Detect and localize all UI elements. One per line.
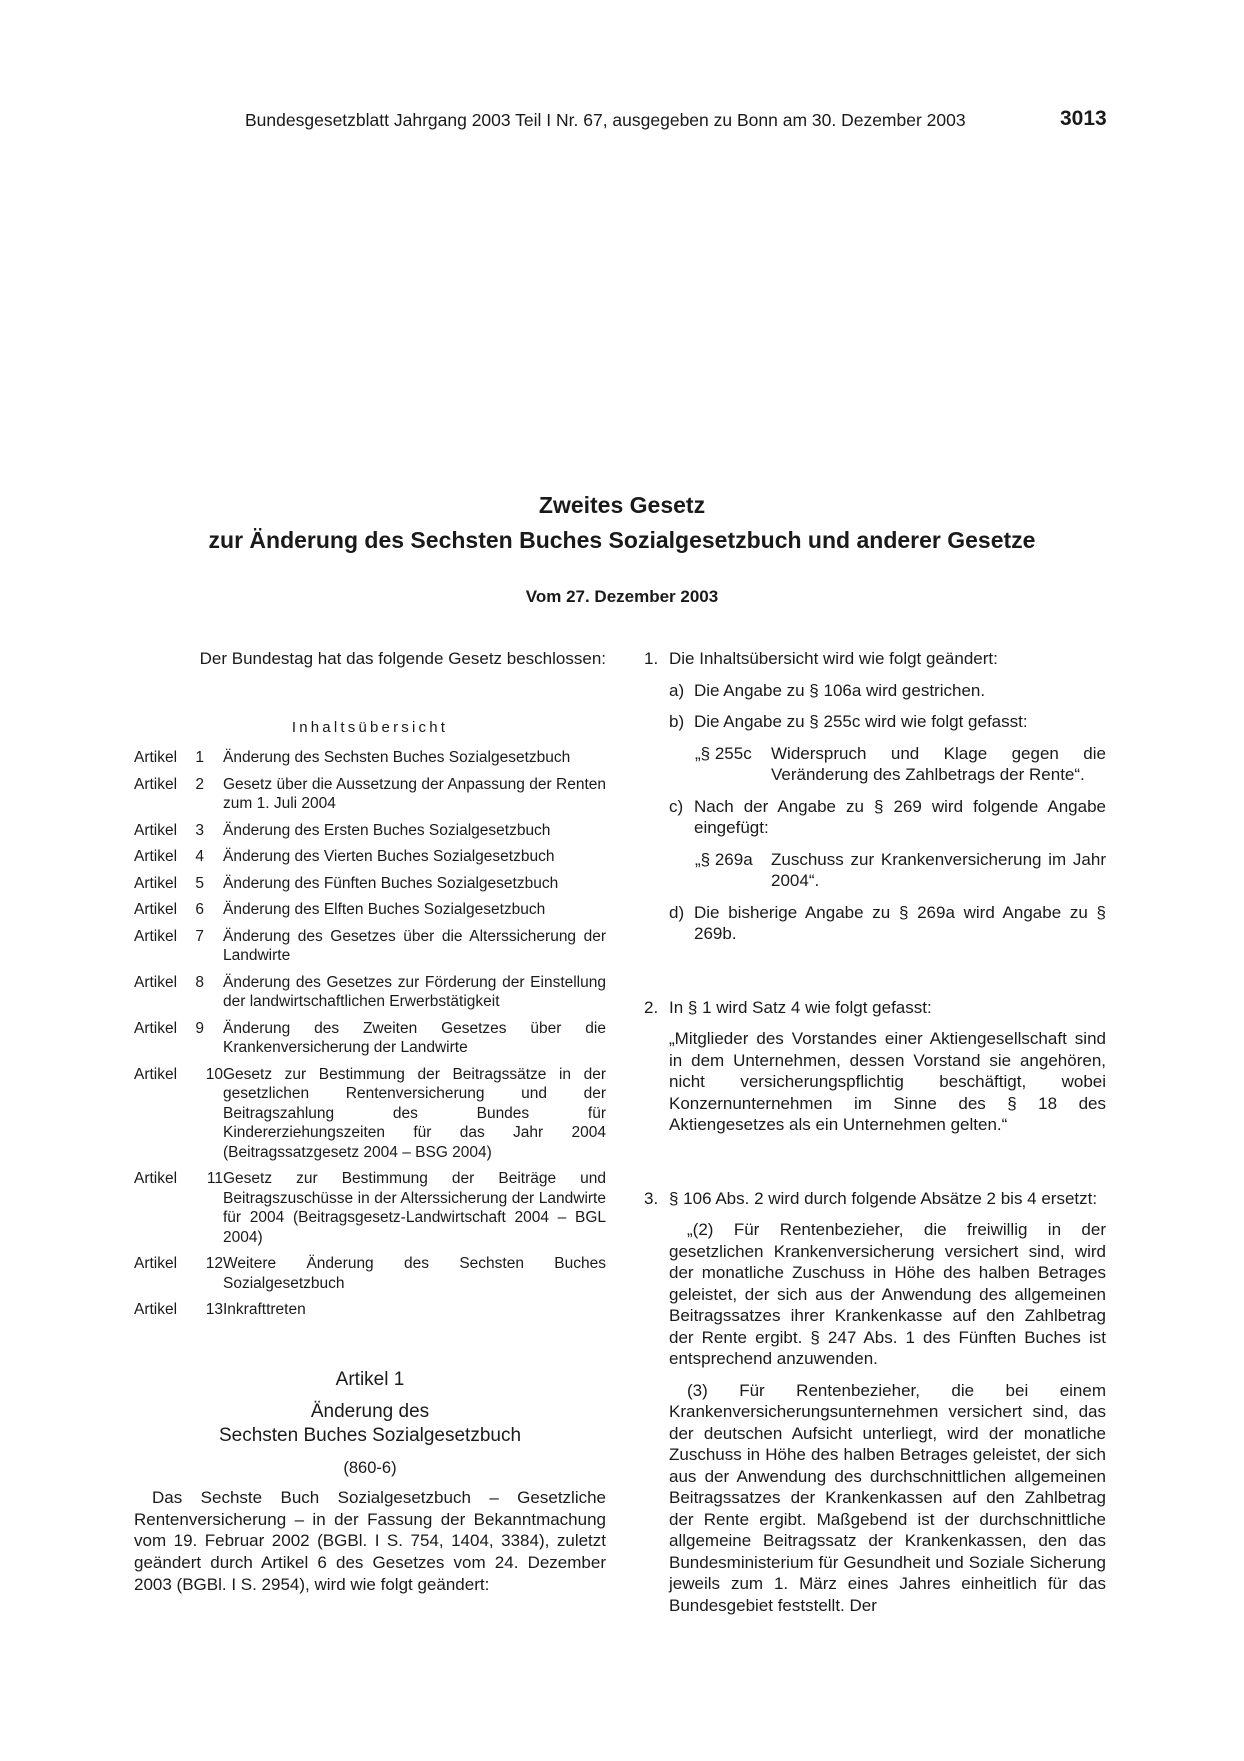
law-title-line1: Zweites Gesetz: [538, 492, 706, 518]
toc-article-number: 5: [195, 874, 204, 892]
sub-item-letter: c): [669, 796, 684, 816]
toc-article-number: 7: [195, 927, 204, 945]
sub-item-a: [669, 680, 1106, 702]
toc-entry-text: Änderung des Gesetzes über die Alterssicherung der Landwirte: [223, 927, 606, 964]
toc-entry-text: Änderung des Zweiten Gesetzes über die Krankenversicherung der Landwirte: [223, 1019, 606, 1056]
sub-item-c: [669, 796, 1106, 839]
sub-item-text: Nach der Angabe zu § 269 wird folgende Angabe eingefügt:: [694, 796, 1106, 837]
quoted-section: „§ 255c: [695, 743, 752, 763]
article1-reference: (860-6): [343, 1458, 397, 1477]
sub-item-d: [669, 902, 1106, 945]
toc-article-word: Artikel: [134, 1301, 178, 1318]
toc-article-word: Artikel: [134, 1170, 178, 1187]
item-text: Die Inhaltsübersicht wird wie folgt geändert:: [669, 649, 998, 668]
toc-entry: [134, 1254, 606, 1293]
article1-title: [134, 1400, 606, 1448]
toc-article-number: 1: [195, 749, 204, 766]
item-number: 2.: [644, 997, 659, 1017]
law-title-line2: zur Änderung des Sechsten Buches Sozialgesetzbuch und anderer Gesetze: [208, 527, 1036, 553]
sub-item-letter: a): [669, 680, 685, 700]
toc-entry: [134, 748, 606, 768]
running-head: Bundesgesetzblatt Jahrgang 2003 Teil I Nr. 67, ausgegeben zu Bonn am 30. Dezember 2003: [245, 110, 966, 130]
quoted-paragraph-3: (3) Für Rentenbezieher, die bei einem Krankenversicherungsunternehmen versichert sind, das der deutschen Aufsicht unterliegt, wird der monatliche Zuschuss in Höhe des halben Betrages geleistet, der sich aus der Anwendung des durchschnittlichen allgemeinen Beitragssatzes der Krankenkassen auf den Zahlbetrag der Rente ergibt. Maßgebend ist der durchschnittliche allgemeine Beitragssatz der Krankenkassen, den das Bundesministerium für Gesundheit und Soziale Sicherung jeweils zum 1. März eines Jahres einheitlich für das Bundesgebiet feststellt. Der: [669, 1380, 1106, 1615]
quoted-sentence: „Mitglieder des Vorstandes einer Aktiengesellschaft sind in dem Unternehmen, dessen Vorstand sie angehören, nicht versicherungspflichtig beschäftigt, wobei Konzernunternehmen im Sinne des § 18 des Aktiengesetzes als ein Unternehmen gelten.“: [669, 1029, 1106, 1134]
quoted-text: Widerspruch und Klage gegen die Veränderung des Zahlbetrags der Rente“.: [771, 743, 1106, 784]
quoted-entry: [695, 743, 1106, 786]
item-number: 1.: [644, 649, 659, 668]
toc-entry: [134, 973, 606, 1012]
quoted-section: „§ 269a: [695, 849, 753, 869]
toc-article-number: 2: [195, 775, 204, 793]
quoted-text: Zuschuss zur Krankenversicherung im Jahr 2004“.: [771, 849, 1106, 890]
toc-entry-text: Inkrafttreten: [223, 1301, 306, 1318]
toc-article-word: Artikel: [134, 901, 178, 918]
toc-article-number: 6: [195, 901, 204, 918]
toc-article-number: 11: [206, 1170, 223, 1187]
toc-entry-text: Weitere Änderung des Sechsten Buches Sozialgesetzbuch: [223, 1255, 606, 1292]
toc-entry: [134, 1019, 606, 1058]
quoted-entry: [695, 849, 1106, 892]
amendment-item-2: [644, 997, 1106, 1146]
right-column: [644, 648, 1106, 1638]
toc-heading: Inhaltsübersicht: [291, 718, 449, 736]
toc-article-word: Artikel: [134, 973, 178, 991]
article1-heading: Artikel 1: [335, 1368, 405, 1390]
toc-entry: [134, 1300, 606, 1320]
toc-entry-text: Gesetz zur Bestimmung der Beitragssätze in der gesetzlichen Rentenversicherung und der Beitragszahlung des Bundes für Kindererziehungszeiten für das Jahr 2004 (Beitragssatzgesetz 2004 – BSG 2004): [223, 1065, 606, 1161]
sub-item-letter: b): [669, 712, 685, 731]
amendment-item-1: [644, 648, 1106, 955]
toc-entry-text: Änderung des Elften Buches Sozialgesetzbuch: [223, 901, 546, 918]
amendment-item-3: [644, 1188, 1106, 1627]
article1-body: Das Sechste Buch Sozialgesetzbuch – Gesetzliche Rentenversicherung – in der Fassung der Bekanntmachung vom 19. Februar 2002 (BGBl. I S. 754, 1404, 3384), zuletzt geändert durch Artikel 6 des Gesetzes vom 24. Dezember 2003 (BGBl. I S. 2954), wird wie folgt geändert:: [134, 1488, 606, 1594]
article1-title-line2: Sechsten Buches Sozialgesetzbuch: [218, 1424, 522, 1446]
toc-entry-text: Änderung des Fünften Buches Sozialgesetzbuch: [223, 874, 559, 892]
toc-article-word: Artikel: [134, 749, 178, 766]
toc-entry: [134, 900, 606, 920]
toc-entry: [134, 821, 606, 841]
toc-entry-text: Änderung des Ersten Buches Sozialgesetzbuch: [223, 821, 551, 839]
toc-entry: [134, 1169, 606, 1247]
item-number: 3.: [644, 1188, 659, 1208]
toc-article-word: Artikel: [134, 927, 178, 945]
toc-entry: [134, 847, 606, 867]
toc-article-word: Artikel: [134, 1065, 178, 1083]
item-text: § 106 Abs. 2 wird durch folgende Absätze 2 bis 4 ersetzt:: [669, 1188, 1098, 1208]
toc-article-word: Artikel: [134, 848, 178, 865]
toc-entry-text: Gesetz zur Bestimmung der Beiträge und Beitragszuschüsse in der Alterssicherung der Landwirte für 2004 (Beitragsgesetz-Landwirtschaft 2004 – BGL 2004): [223, 1170, 606, 1246]
sub-item-text: Die Angabe zu § 255c wird wie folgt gefasst:: [694, 712, 1028, 731]
sub-item-letter: d): [669, 902, 685, 922]
toc-article-word: Artikel: [134, 874, 178, 892]
toc-entry-text: Änderung des Gesetzes zur Förderung der Einstellung der landwirtschaftlichen Erwerbstätigkeit: [223, 973, 606, 1010]
law-date: Vom 27. Dezember 2003: [525, 587, 719, 606]
toc-entry: [134, 927, 606, 966]
toc-article-number: 10: [205, 1065, 223, 1083]
enactment-clause: Der Bundestag hat das folgende Gesetz beschlossen:: [199, 649, 606, 668]
toc-entry-text: Änderung des Vierten Buches Sozialgesetzbuch: [223, 848, 555, 865]
toc-entry: [134, 874, 606, 894]
toc-entry: [134, 1065, 606, 1163]
article1-title-line1: Änderung des: [310, 1400, 430, 1422]
quoted-paragraph-2: „(2) Für Rentenbezieher, die freiwillig in der gesetzlichen Krankenversicherung versichert sind, wird der monatliche Zuschuss in Höhe des halben Betrages geleistet, der sich aus der Anwendung des allgemeinen Beitragssatzes ihrer Krankenkasse auf den Zahlbetrag der Rente ergibt. § 247 Abs. 1 des Fünften Buches ist entsprechend anzuwenden.: [669, 1220, 1106, 1368]
page-number: 3013: [1060, 107, 1107, 130]
toc-entry: [134, 775, 606, 814]
toc-article-number: 13: [205, 1301, 223, 1318]
toc-article-word: Artikel: [134, 1019, 178, 1037]
toc-article-number: 3: [195, 821, 204, 839]
toc-entry-text: Änderung des Sechsten Buches Sozialgesetzbuch: [223, 749, 571, 766]
sub-item-text: Die Angabe zu § 106a wird gestrichen.: [694, 680, 986, 700]
toc-article-number: 8: [195, 973, 204, 991]
sub-item-b: [669, 711, 1106, 733]
toc-article-word: Artikel: [134, 775, 178, 793]
toc-entry-text: Gesetz über die Aussetzung der Anpassung der Renten zum 1. Juli 2004: [223, 775, 606, 812]
toc-article-word: Artikel: [134, 1255, 178, 1272]
toc-article-word: Artikel: [134, 821, 178, 839]
toc-article-number: 4: [195, 848, 204, 865]
toc-article-number: 9: [195, 1019, 204, 1037]
table-of-contents: [134, 748, 606, 1320]
left-column: [134, 648, 606, 1596]
sub-item-text: Die bisherige Angabe zu § 269a wird Angabe zu § 269b.: [694, 902, 1106, 943]
item-text: In § 1 wird Satz 4 wie folgt gefasst:: [669, 997, 932, 1017]
law-title: [0, 488, 1244, 558]
toc-article-number: 12: [205, 1255, 223, 1272]
